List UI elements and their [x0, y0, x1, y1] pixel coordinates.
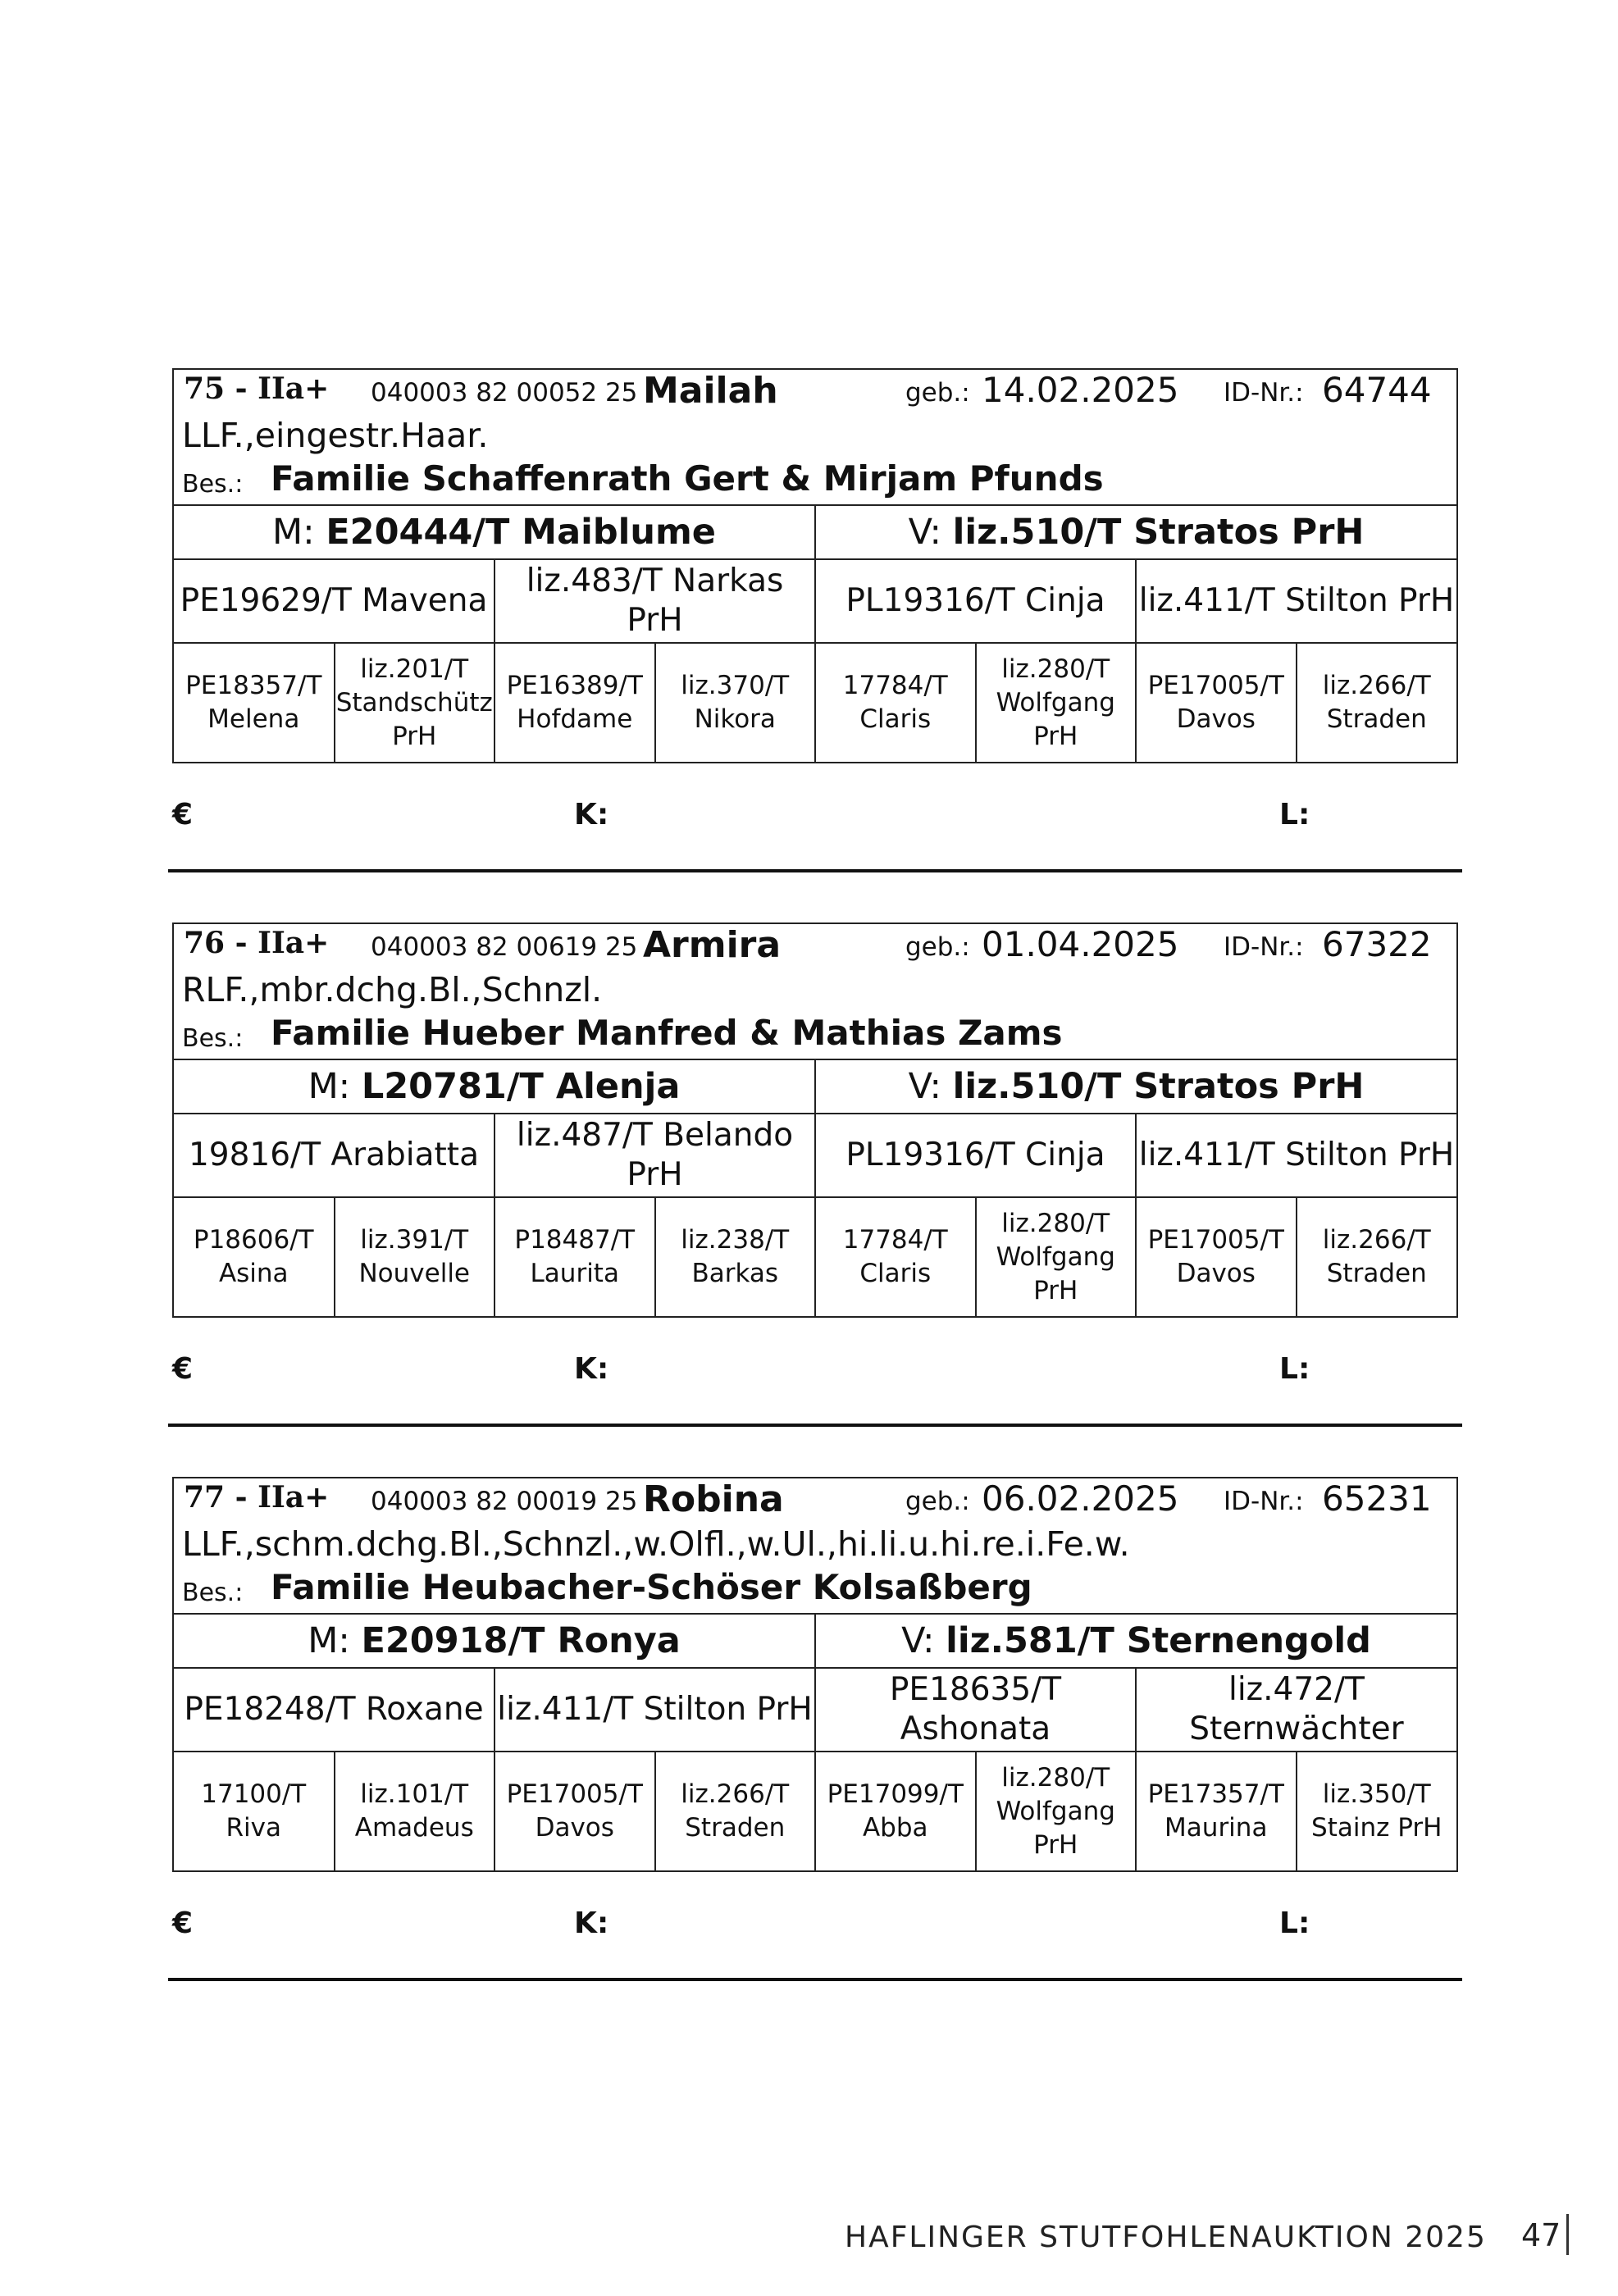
ancestor-cell: liz.266/T Straden	[655, 1752, 816, 1870]
lot-number: 76 - IIa+	[184, 926, 330, 960]
ancestor-cell: PE17005/T Davos	[1136, 643, 1297, 762]
ancestor-cell: liz.370/T Nikora	[655, 643, 816, 762]
price-line	[172, 1318, 1458, 1433]
registration-number: 040003 82 00019 25	[371, 1487, 638, 1516]
foal-name: Mailah	[643, 370, 778, 412]
dam-cell: M: L20781/T Alenja	[174, 1060, 815, 1114]
owner-label: Bes.:	[182, 470, 244, 499]
dam-sire: liz.483/T Narkas PrH	[495, 559, 815, 643]
birth-label: geb.:	[905, 1487, 970, 1516]
ancestor-cell: 17100/T Riva	[174, 1752, 335, 1870]
auction-entry-76	[172, 922, 1458, 1433]
pedigree-table	[174, 506, 1456, 762]
euro-label: €	[172, 798, 194, 831]
foal-name: Robina	[643, 1478, 784, 1520]
publication-title: HAFLINGER STUTFOHLENAUKTION 2025	[845, 2221, 1487, 2254]
buyer-label: K:	[574, 1352, 609, 1386]
owner-name: Familie Hueber Manfred & Mathias Zams	[271, 1013, 1063, 1053]
entry-header	[174, 1478, 1456, 1615]
divider	[168, 869, 1462, 872]
sire-cell: V: liz.581/T Sternengold	[815, 1615, 1456, 1668]
location-label: L:	[1279, 1906, 1310, 1940]
ancestor-cell: P18487/T Laurita	[495, 1197, 655, 1316]
page-number: 47	[1521, 2217, 1561, 2253]
id-label: ID-Nr.:	[1224, 1487, 1304, 1516]
buyer-label: K:	[574, 798, 609, 831]
pedigree-table	[174, 1615, 1456, 1870]
id-label: ID-Nr.:	[1224, 932, 1304, 962]
ancestor-cell: liz.266/T Straden	[1297, 643, 1457, 762]
location-label: L:	[1279, 1352, 1310, 1386]
sire-dam: PE18635/T Ashonata	[815, 1668, 1136, 1752]
entry-header	[174, 370, 1456, 506]
ancestor-cell: PE17005/T Davos	[495, 1752, 655, 1870]
sire-sire: liz.411/T Stilton PrH	[1136, 559, 1456, 643]
divider	[168, 1978, 1462, 1981]
sire-sire: liz.472/T Sternwächter	[1136, 1668, 1456, 1752]
lot-number: 77 - IIa+	[184, 1480, 330, 1515]
id-number: 64744	[1322, 370, 1432, 410]
price-line	[172, 1872, 1458, 1987]
ancestor-cell: 17784/T Claris	[815, 643, 976, 762]
ancestor-cell: P18606/T Asina	[174, 1197, 335, 1316]
auction-entry-77	[172, 1477, 1458, 1987]
dam-dam: 19816/T Arabiatta	[174, 1114, 495, 1197]
sire-sire: liz.411/T Stilton PrH	[1136, 1114, 1456, 1197]
color-markings: LLF.,eingestr.Haar.	[182, 416, 489, 455]
ancestor-cell: PE17099/T Abba	[815, 1752, 976, 1870]
entry-card	[172, 922, 1458, 1318]
location-label: L:	[1279, 798, 1310, 831]
dam-dam: PE18248/T Roxane	[174, 1668, 495, 1752]
ancestor-cell: PE17357/T Maurina	[1136, 1752, 1297, 1870]
sire-dam: PL19316/T Cinja	[815, 559, 1136, 643]
dam-cell: M: E20918/T Ronya	[174, 1615, 815, 1668]
id-number: 65231	[1322, 1478, 1432, 1519]
dam-sire: liz.487/T Belando PrH	[495, 1114, 815, 1197]
birth-label: geb.:	[905, 932, 970, 962]
ancestor-cell: liz.391/T Nouvelle	[335, 1197, 495, 1316]
ancestor-cell: liz.266/T Straden	[1297, 1197, 1457, 1316]
registration-number: 040003 82 00619 25	[371, 932, 638, 962]
divider	[168, 1424, 1462, 1427]
sire-cell: V: liz.510/T Stratos PrH	[815, 1060, 1456, 1114]
lot-number: 75 - IIa+	[184, 371, 330, 406]
birth-date: 06.02.2025	[982, 1478, 1179, 1519]
ancestor-cell: liz.350/T Stainz PrH	[1297, 1752, 1457, 1870]
price-line	[172, 763, 1458, 878]
ancestor-cell: PE18357/T Melena	[174, 643, 335, 762]
page-number-bar	[1566, 2214, 1569, 2255]
id-label: ID-Nr.:	[1224, 378, 1304, 408]
registration-number: 040003 82 00052 25	[371, 378, 638, 408]
owner-label: Bes.:	[182, 1024, 244, 1053]
ancestor-cell: liz.280/T Wolfgang PrH	[976, 1752, 1137, 1870]
entry-header	[174, 924, 1456, 1060]
ancestor-cell: liz.101/T Amadeus	[335, 1752, 495, 1870]
entry-card	[172, 1477, 1458, 1872]
ancestor-cell: liz.238/T Barkas	[655, 1197, 816, 1316]
sire-cell: V: liz.510/T Stratos PrH	[815, 506, 1456, 559]
ancestor-cell: PE17005/T Davos	[1136, 1197, 1297, 1316]
owner-label: Bes.:	[182, 1578, 244, 1607]
color-markings: RLF.,mbr.dchg.Bl.,Schnzl.	[182, 970, 603, 1009]
euro-label: €	[172, 1352, 194, 1386]
auction-entry-75	[172, 368, 1458, 878]
birth-date: 14.02.2025	[982, 370, 1179, 410]
ancestor-cell: PE16389/T Hofdame	[495, 643, 655, 762]
buyer-label: K:	[574, 1906, 609, 1940]
ancestor-cell: 17784/T Claris	[815, 1197, 976, 1316]
dam-cell: M: E20444/T Maiblume	[174, 506, 815, 559]
ancestor-cell: liz.280/T Wolfgang PrH	[976, 1197, 1137, 1316]
foal-name: Armira	[643, 924, 782, 966]
id-number: 67322	[1322, 924, 1432, 964]
euro-label: €	[172, 1906, 194, 1940]
birth-label: geb.:	[905, 378, 970, 408]
birth-date: 01.04.2025	[982, 924, 1179, 964]
dam-sire: liz.411/T Stilton PrH	[495, 1668, 815, 1752]
owner-name: Familie Schaffenrath Gert & Mirjam Pfunds	[271, 458, 1104, 499]
owner-name: Familie Heubacher-Schöser Kolsaßberg	[271, 1567, 1032, 1607]
sire-dam: PL19316/T Cinja	[815, 1114, 1136, 1197]
ancestor-cell: liz.280/T Wolfgang PrH	[976, 643, 1137, 762]
color-markings: LLF.,schm.dchg.Bl.,Schnzl.,w.Olfl.,w.Ul.,hi.li.u.hi.re.i.Fe.w.	[182, 1524, 1130, 1564]
dam-dam: PE19629/T Mavena	[174, 559, 495, 643]
pedigree-table	[174, 1060, 1456, 1316]
entry-card	[172, 368, 1458, 763]
ancestor-cell: liz.201/T Standschütz PrH	[335, 643, 495, 762]
